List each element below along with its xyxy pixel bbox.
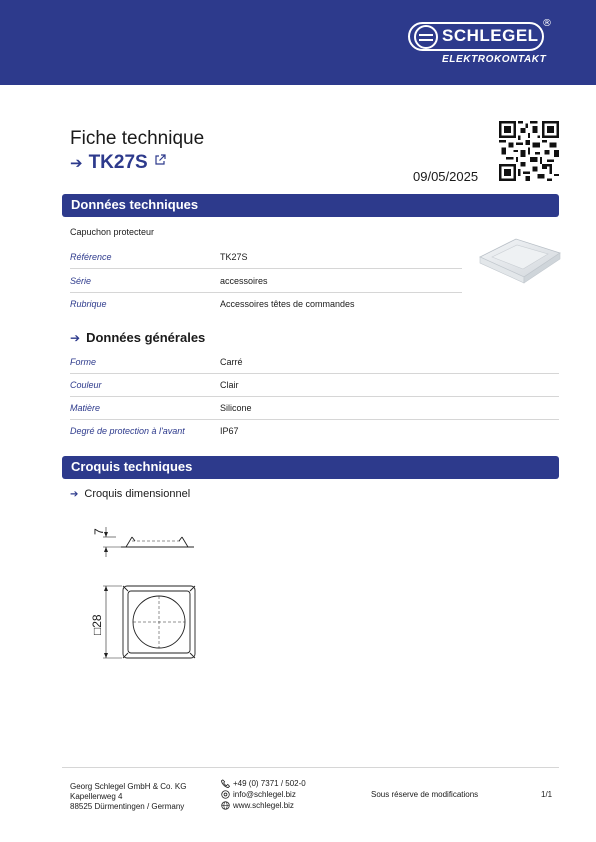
product-description: Capuchon protecteur — [70, 227, 155, 237]
page-number: 1/1 — [541, 790, 553, 799]
dimension-drawing — [86, 525, 216, 665]
row-value: Carré — [220, 357, 243, 367]
email-icon — [221, 790, 230, 799]
footer-address — [70, 782, 187, 812]
row-value: Accessoires têtes de commandes — [220, 299, 355, 309]
dimension-width — [90, 614, 104, 635]
footer-contact — [221, 778, 306, 811]
general-data-title: Données générales — [86, 330, 206, 345]
table-row — [70, 350, 559, 374]
header-bar — [0, 0, 596, 85]
dimension-width-value: 28 — [90, 614, 104, 628]
company-name: Georg Schlegel GmbH & Co. KG — [70, 782, 187, 791]
document-date: 09/05/2025 — [413, 169, 479, 184]
qr-code[interactable] — [499, 121, 559, 181]
row-value: Clair — [220, 380, 239, 390]
dimension-sketch-heading — [70, 488, 190, 500]
phone-icon — [221, 779, 230, 788]
row-value: accessoires — [220, 276, 268, 286]
section-sketches: Croquis techniques — [62, 456, 559, 479]
row-value: TK27S — [220, 252, 248, 262]
registered-mark: ® — [542, 18, 552, 29]
logo-tagline: ELEKTROKONTAKT — [442, 54, 547, 65]
row-label: Matière — [70, 403, 101, 413]
row-label: Forme — [70, 357, 97, 367]
logo-name: SCHLEGEL — [442, 26, 539, 45]
website-link[interactable]: www.schlegel.biz — [233, 800, 294, 810]
schlegel-logo[interactable] — [408, 18, 558, 66]
table-row — [70, 419, 559, 443]
email-item[interactable] — [221, 789, 306, 800]
arrow-right-icon: ➔ — [70, 330, 81, 345]
product-link[interactable] — [70, 152, 166, 174]
table-row — [70, 269, 462, 293]
logo-emblem-icon — [414, 25, 438, 49]
row-label: Couleur — [70, 380, 102, 390]
table-row — [70, 373, 559, 397]
globe-icon — [221, 801, 230, 810]
arrow-right-icon: ➔ — [70, 488, 79, 500]
phone-item[interactable] — [221, 778, 306, 789]
product-code[interactable]: TK27S — [88, 152, 148, 173]
dimension-height: 7 — [92, 528, 106, 535]
arrow-right-icon: ➔ — [70, 154, 83, 172]
street-address: Kapellenweg 4 — [70, 792, 123, 801]
table-row — [70, 396, 559, 420]
city-address: 88525 Dürmentingen / Germany — [70, 802, 185, 811]
row-label: Degré de protection à l'avant — [70, 426, 185, 436]
web-item[interactable] — [221, 800, 306, 811]
product-photo — [478, 233, 562, 285]
row-value: IP67 — [220, 426, 239, 436]
document-title: Fiche technique — [70, 128, 205, 149]
email-link[interactable]: info@schlegel.biz — [233, 789, 296, 799]
footer-divider — [62, 767, 559, 768]
row-label: Rubrique — [70, 299, 107, 309]
table-row — [70, 245, 462, 269]
row-label: Référence — [70, 252, 112, 262]
phone-number[interactable]: +49 (0) 7371 / 502-0 — [233, 778, 306, 788]
dimension-sketch-title: Croquis dimensionnel — [84, 488, 191, 500]
footer-note: Sous réserve de modifications — [371, 790, 479, 799]
external-link-icon[interactable] — [154, 154, 166, 166]
general-data-heading — [70, 330, 205, 345]
section-technical-data: Données techniques — [62, 194, 559, 217]
table-row — [70, 292, 462, 316]
square-symbol: □ — [90, 627, 104, 635]
row-value: Silicone — [220, 403, 252, 413]
row-label: Série — [70, 276, 92, 286]
